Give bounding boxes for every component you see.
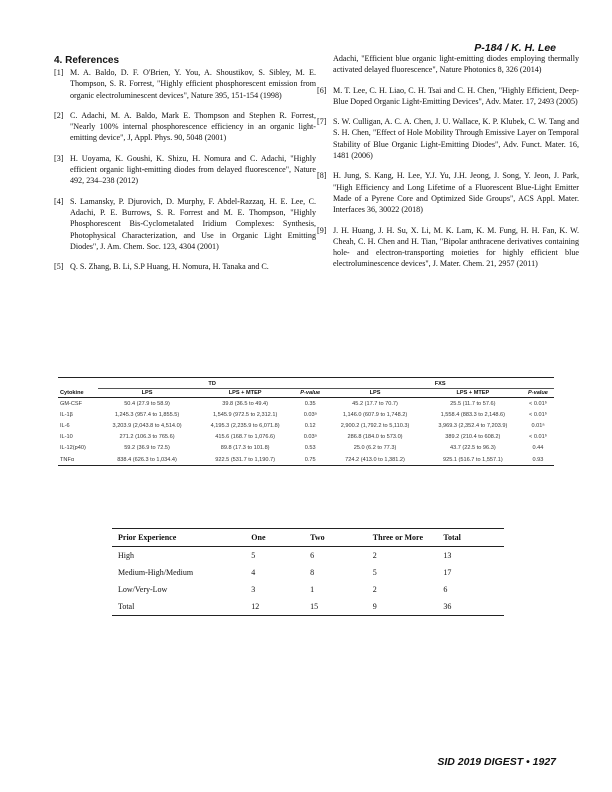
column-header: Cytokine — [58, 389, 98, 398]
column-header: P-value — [294, 389, 326, 398]
reference-text: C. Adachi, M. A. Baldo, Mark E. Thompson and Stephen R. Forrest, "Nearly 100% internal phosphorescence efficiency in an organic light-emitting device", J, Appl. Phys. 90, 5048 (2001) — [70, 110, 316, 143]
table-cell: 3,203.9 (2,043.8 to 4,514.0) — [112, 422, 182, 429]
table-cell: IL-10 — [60, 434, 73, 441]
table-cell: 0.44 — [532, 445, 544, 452]
references-heading: 4. References — [54, 55, 120, 66]
table-cell: 5 — [251, 551, 256, 560]
table-cell: 25.5 (11.7 to 57.6) — [450, 400, 496, 407]
page-footer: SID 2019 DIGEST • 1927 — [437, 756, 556, 768]
table-cell: 13 — [443, 551, 452, 560]
table-cell: 12 — [245, 598, 304, 616]
table-cell: 4,195.3 (2,235.9 to 6,071.8) — [210, 422, 280, 429]
table-cell: 922.5 (531.7 to 1,190.7) — [196, 454, 294, 466]
table-cell: 50.4 (27.9 to 58.9) — [124, 400, 170, 407]
table-cell: 89.8 (17.3 to 101.8) — [220, 445, 270, 452]
table-cell: 0.75 — [294, 454, 326, 466]
table-cell: 39.8 (36.5 to 49.4) — [222, 400, 268, 407]
table-row — [58, 409, 554, 420]
reference-text: J. H. Huang, J. H. Su, X. Li, M. K. Lam, K. M. Fung, H. H. Fan, K. W. Cheah, C. H. Chen and H. Tian, "Bipolar anthracene derivatives containing hole- and electron-transporting moieties for highly efficient blue electroluminescence devices", J. Mater. Chem. 21, 2957 (2011) — [333, 225, 579, 269]
table-cell: < 0.01ᵇ — [529, 434, 547, 441]
reference-item — [54, 67, 316, 101]
table-row — [112, 581, 504, 598]
table-cell: 17 — [443, 568, 452, 577]
table-cell: 0.03ᵃ — [303, 411, 317, 418]
table-cell: GM-CSF — [60, 400, 83, 407]
table-cell: 0.53 — [304, 445, 316, 452]
table-row — [112, 547, 504, 565]
table-row — [58, 443, 554, 454]
table-cell: 0.35 — [304, 400, 316, 407]
table-cell: 389.2 (210.4 to 608.2) — [445, 434, 501, 441]
table-cell: 1,558.4 (883.3 to 2,148.6) — [440, 411, 506, 418]
reference-text: H. Uoyama, K. Goushi, K. Shizu, H. Nomura and C. Adachi, "Highly efficient organic light-emitting diodes from delayed fluorescence", Nature 492, 234–238 (2012) — [70, 153, 316, 186]
table-cell: 1,146.0 (607.9 to 1,748.2) — [342, 411, 408, 418]
table-cell: 724.2 (413.0 to 1,381.2) — [326, 454, 424, 466]
reference-number: [8] — [317, 171, 327, 181]
table-header-row — [58, 389, 554, 398]
reference-number: [1] — [54, 68, 64, 77]
reference-text: Q. S. Zhang, B. Li, S.P Huang, H. Nomura, H. Tanaka and C. — [70, 262, 269, 272]
table-group-header-row — [58, 378, 554, 389]
table-row — [58, 420, 554, 431]
table-cell: 0.12 — [304, 422, 316, 429]
table-row — [58, 432, 554, 443]
table-cell: 0.01ᵃ — [531, 422, 545, 429]
table-cell: 8 — [310, 568, 315, 577]
table-cell: Low/Very-Low — [118, 585, 168, 594]
reference-number: [2] — [54, 110, 64, 120]
reference-number: [4] — [54, 196, 64, 206]
table-cell: TNFα — [58, 454, 98, 466]
table-cell: 2,900.2 (1,792.2 to 5,110.3) — [340, 422, 410, 429]
table-cell: 25.0 (6.2 to 77.3) — [353, 445, 397, 452]
table-header-row — [112, 529, 504, 547]
column-header: LPS + MTEP — [196, 389, 294, 398]
table-cell: 59.2 (36.9 to 72.5) — [124, 445, 170, 452]
reference-text: M. A. Baldo, D. F. O'Brien, Y. You, A. Shoustikov, S. Sibley, M. E. Thompson, S. R. Forrest, "Highly efficient phosphorescent emission from organic electroluminescent devices", Nature 395, 151-154 (1998) — [70, 68, 316, 100]
table-cell: 43.7 (22.5 to 96.3) — [449, 445, 496, 452]
reference-item — [317, 116, 579, 161]
table-cell: 3 — [251, 585, 256, 594]
cytokine-table — [58, 377, 554, 466]
table-row — [58, 398, 554, 410]
group-header-fxs: FXS — [326, 378, 554, 389]
reference-item — [317, 85, 579, 108]
reference-item — [54, 196, 316, 252]
table-cell: 6 — [310, 551, 315, 560]
column-header: LPS — [98, 389, 196, 398]
table-cell: IL-12(p40) — [60, 445, 86, 452]
table-cell: 36 — [437, 598, 504, 616]
prior-experience-table — [112, 528, 504, 616]
reference-item — [54, 110, 316, 144]
table-cell: 2 — [372, 551, 377, 560]
table-cell: 45.2 (17.7 to 70.7) — [352, 400, 398, 407]
table-cell: IL-1β — [60, 411, 73, 418]
table-cell: 6 — [443, 585, 448, 594]
table-cell: 925.1 (516.7 to 1,557.1) — [424, 454, 522, 466]
table-cell: Medium-High/Medium — [118, 568, 194, 577]
reference-number: [6] — [317, 85, 327, 95]
reference-item — [317, 170, 579, 215]
table-cell: 415.6 (168.7 to 1,076.6) — [215, 434, 275, 441]
table-cell: High — [118, 551, 134, 560]
table-row — [112, 564, 504, 581]
table-cell: 286.8 (184.0 to 573.0) — [347, 434, 403, 441]
table-cell: 9 — [367, 598, 438, 616]
reference-number: [7] — [317, 117, 327, 127]
table-cell: 5 — [372, 568, 377, 577]
reference-continuation: Adachi, "Efficient blue organic light-emitting diodes employing thermally activated delayed fluorescence", Nature Photonics 8, 326 (2014) — [333, 54, 579, 75]
column-header: Two — [304, 529, 367, 547]
column-header: Three or More — [367, 529, 438, 547]
reference-text: H. Jung, S. Kang, H. Lee, Y.J. Yu, J.H. Jeong, J. Song, Y. Jeon, J. Park, "High Efficiency and Long Lifetime of a Fluorescent Blue-Light Emitter Made of a Pyrene Core and Optimized Side Groups", ACS Appl. Mater. Interfaces 36, 30022 (2018) — [333, 171, 579, 215]
table-cell: 0.93 — [522, 454, 554, 466]
references-right-column — [317, 53, 579, 279]
table-cell: 1,245.3 (957.4 to 1,855.5) — [114, 411, 180, 418]
table-row — [58, 454, 554, 466]
table-cell: 3,969.3 (2,352.4 to 7,203.9) — [438, 422, 508, 429]
reference-item — [317, 225, 579, 270]
column-header: LPS — [326, 389, 424, 398]
column-header: P-value — [522, 389, 554, 398]
reference-number: [3] — [54, 153, 64, 163]
reference-number: [5] — [54, 262, 64, 272]
table-cell: 1,545.9 (972.5 to 2,312.1) — [212, 411, 278, 418]
running-header: P-184 / K. H. Lee — [474, 42, 556, 54]
table-row — [112, 598, 504, 616]
table-cell: IL-6 — [60, 422, 70, 429]
table-cell: 4 — [251, 568, 256, 577]
table-cell: 15 — [304, 598, 367, 616]
reference-text: S. W. Culligan, A. C. A. Chen, J. U. Wallace, K. P. Klubek, C. W. Tang and S. H. Chen, "Effect of Hole Mobility Through Emissive Layer on Temporal Stability of Blue Organic Light-Emitting Diodes", Adv. Funct. Mater. 16, 1481 (2006) — [333, 117, 579, 161]
reference-text: M. T. Lee, C. H. Liao, C. H. Tsai and C. H. Chen, "Highly Efficient, Deep-Blue Doped Organic Light-Emitting Devices", Adv. Mater. 17, 2493 (2005) — [333, 85, 579, 106]
references-left-column — [54, 67, 316, 281]
column-header: Prior Experience — [112, 529, 245, 547]
column-header: Total — [437, 529, 504, 547]
table-cell: 2 — [372, 585, 377, 594]
reference-item — [54, 153, 316, 187]
reference-number: [9] — [317, 225, 327, 235]
table-cell: < 0.01ᵇ — [529, 400, 547, 407]
reference-item — [54, 261, 316, 272]
table-header-spacer — [58, 378, 98, 389]
table-cell: 1 — [310, 585, 315, 594]
table-cell: < 0.01ᵇ — [529, 411, 547, 418]
group-header-td: TD — [98, 378, 326, 389]
table-cell: 0.03ᵃ — [303, 434, 317, 441]
table-cell: 838.4 (626.3 to 1,034.4) — [98, 454, 196, 466]
table-cell: 271.2 (106.3 to 765.6) — [119, 434, 175, 441]
column-header: LPS + MTEP — [424, 389, 522, 398]
table-cell: Total — [112, 598, 245, 616]
column-header: One — [245, 529, 304, 547]
reference-text: S. Lamansky, P. Djurovich, D. Murphy, F. Abdel-Razzaq, H. E. Lee, C. Adachi, P. E. Burrows, S. R. Forrest and M. E. Thompson, "Highly Phosphorescent Bis-Cyclometalated Iridium Complexes: Synthesis, Photophysical Characterization, and Use in Organic Light Emitting Diodes", J. Am. Chem. Soc. 123, 4304 (2001) — [70, 196, 316, 251]
